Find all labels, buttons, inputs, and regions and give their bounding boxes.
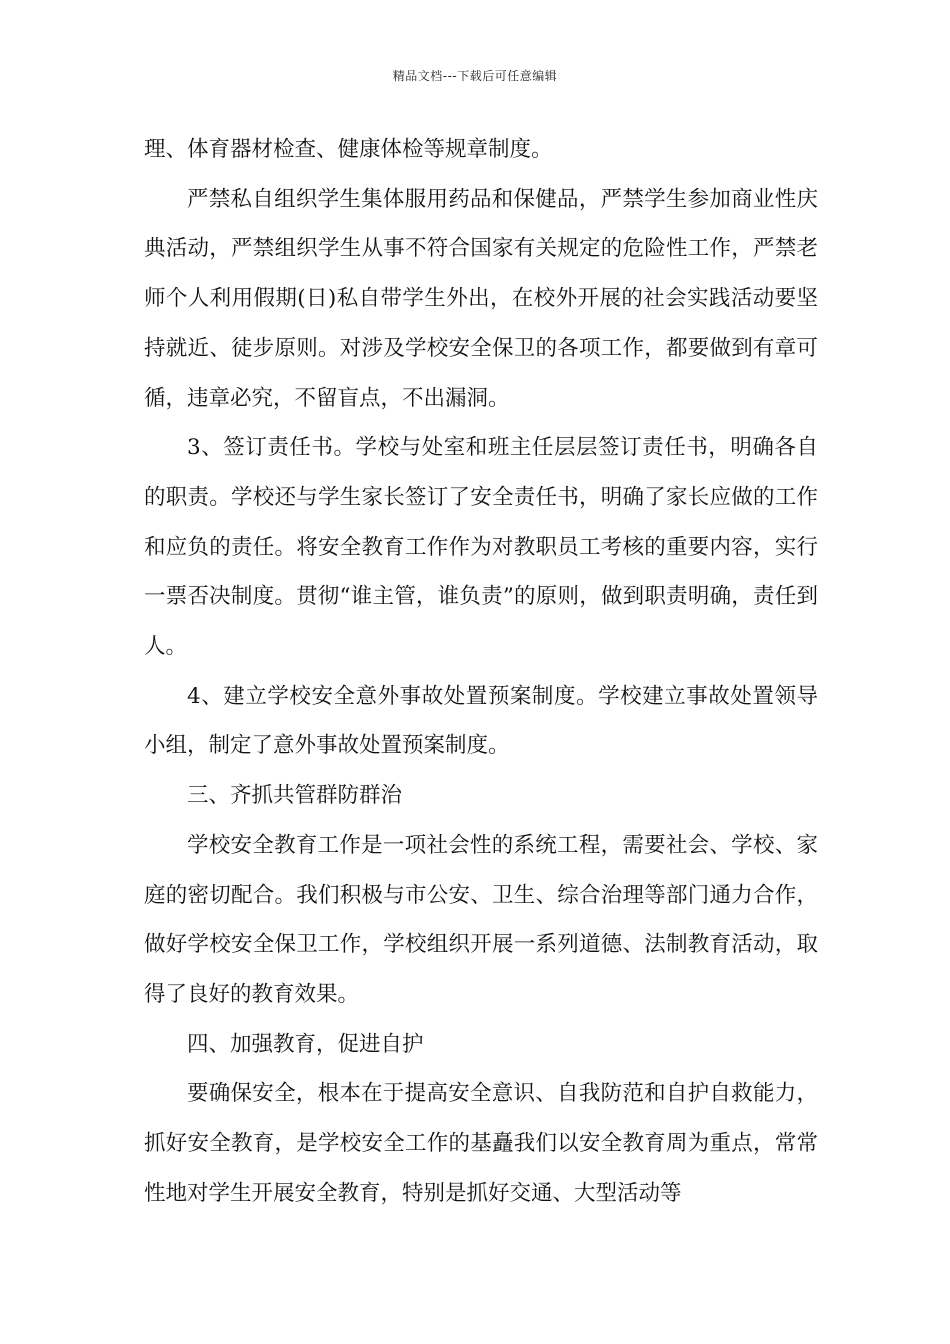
paragraph-5: 学校安全教育工作是一项社会性的系统工程，需要社会、学校、家庭的密切配合。我们积极与市公安、卫生、综合治理等部门通力合作，做好学校安全保卫工作，学校组织开展一系列道德、法制教育活动，取得了良好的教育效果。 [144,832,818,1007]
page-header: 精品文档---下载后可任意编辑 [392,69,558,83]
section-heading-4: 四、加强教育，促进自护 [187,1031,424,1057]
document-body [144,125,818,1218]
section-heading-3: 三、齐抓共管群防群治 [187,783,403,809]
paragraph-1: 理、体育器材检查、健康体检等规章制度。 [144,137,553,162]
paragraph-3: 3、签订责任书。学校与处室和班主任层层签订责任书，明确各自的职责。学校还与学生家长签订了安全责任书，明确了家长应做的工作和应负的责任。将安全教育工作作为对教职员工考核的重要内容，实行一票否决制度。贯彻“谁主管，谁负责”的原则，做到职责明确，责任到人。 [144,435,818,660]
paragraph-6: 要确保安全，根本在于提高安全意识、自我防范和自护自救能力，抓好安全教育，是学校安全工作的基矗我们以安全教育周为重点，常常性地对学生开展安全教育，特别是抓好交通、大型活动等 [144,1081,818,1206]
paragraph-2: 严禁私自组织学生集体服用药品和保健品，严禁学生参加商业性庆典活动，严禁组织学生从事不符合国家有关规定的危险性工作，严禁老师个人利用假期(日)私自带学生外出，在校外开展的社会实践活动要坚持就近、徒步原则。对涉及学校安全保卫的各项工作，都要做到有章可循，违章必究，不留盲点，不出漏洞。 [144,186,818,411]
paragraph-4: 4、建立学校安全意外事故处置预案制度。学校建立事故处置领导小组，制定了意外事故处置预案制度。 [144,683,818,759]
